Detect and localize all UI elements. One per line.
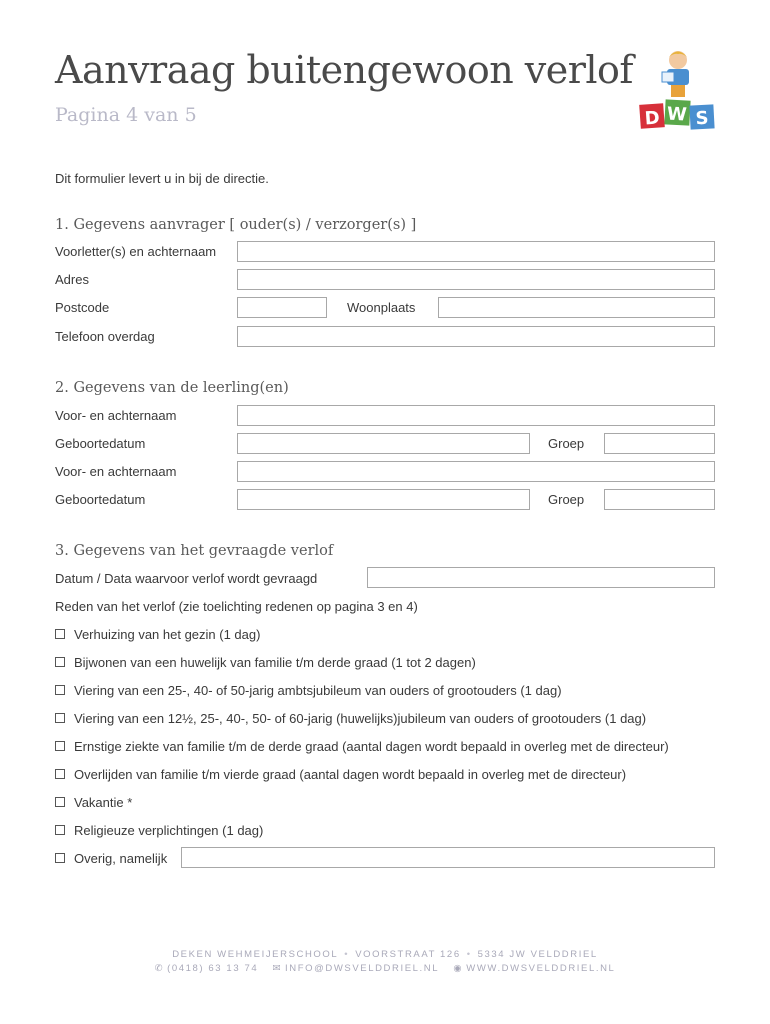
reason-option-illness: Ernstige ziekte van familie t/m de derde graad (aantal dagen wordt bepaald in overleg met de directeur) <box>74 739 669 754</box>
footer-email[interactable]: INFO@DWSVELDDRIEL.NL <box>285 963 440 974</box>
student1-birthdate-input[interactable] <box>237 433 530 454</box>
student2-birthdate-input[interactable] <box>237 489 530 510</box>
reason-option-work-jubilee: Viering van een 25-, 40- of 50-jarig ambtsjubileum van ouders of grootouders (1 dag) <box>74 683 562 698</box>
student2-group-input[interactable] <box>604 489 715 510</box>
footer-contact <box>0 963 770 974</box>
mail-icon: ✉ <box>272 963 283 974</box>
intro-text: Dit formulier levert u in bij de directie. <box>55 171 269 186</box>
phone-icon: ✆ <box>154 963 165 974</box>
leave-dates-label: Datum / Data waarvoor verlof wordt gevraagd <box>55 571 318 586</box>
logo-books-stack <box>671 85 685 97</box>
address-label: Adres <box>55 272 89 287</box>
student1-name-input[interactable] <box>237 405 715 426</box>
postcode-label: Postcode <box>55 300 110 315</box>
section1-title: 1. Gegevens aanvrager [ ouder(s) / verzorger(s) ] <box>55 217 417 233</box>
student1-name-label: Voor- en achternaam <box>55 408 177 423</box>
student2-name-label: Voor- en achternaam <box>55 464 177 479</box>
reason-checkbox-vacation[interactable] <box>55 797 65 807</box>
page-title: Aanvraag buitengewoon verlof <box>55 48 633 92</box>
reason-checkbox-religious[interactable] <box>55 825 65 835</box>
reason-option-marriage-jubilee: Viering van een 12½, 25-, 40-, 50- of 60-jarig (huwelijks)jubileum van ouders of grootouders (1 dag) <box>74 711 647 726</box>
leave-reason-label: Reden van het verlof (zie toelichting redenen op pagina 3 en 4) <box>55 599 418 614</box>
footer-separator: • <box>344 949 350 960</box>
reason-checkbox-illness[interactable] <box>55 741 65 751</box>
section3-title: 3. Gegevens van het gevraagde verlof <box>55 543 334 559</box>
logo-letter-s: S <box>695 107 710 130</box>
footer-school: DEKEN WEHMEIJERSCHOOL <box>172 949 339 960</box>
reason-option-moving: Verhuizing van het gezin (1 dag) <box>74 627 261 642</box>
student2-birthdate-label: Geboortedatum <box>55 492 146 507</box>
student2-group-label: Groep <box>548 492 585 507</box>
globe-icon: ◉ <box>453 963 464 974</box>
student1-group-label: Groep <box>548 436 585 451</box>
parent-name-input[interactable] <box>237 241 715 262</box>
address-input[interactable] <box>237 269 715 290</box>
phone-input[interactable] <box>237 326 715 347</box>
postcode-input[interactable] <box>237 297 327 318</box>
leave-dates-input[interactable] <box>367 567 715 588</box>
page-subtitle: Pagina 4 van 5 <box>55 104 197 126</box>
footer-address <box>0 949 770 960</box>
logo-letter-d: D <box>643 107 661 130</box>
student1-birthdate-label: Geboortedatum <box>55 436 146 451</box>
footer-separator: • <box>466 949 472 960</box>
footer-city: 5334 JW VELDDRIEL <box>477 949 598 960</box>
reason-checkbox-marriage-jubilee[interactable] <box>55 713 65 723</box>
reason-option-religious: Religieuze verplichtingen (1 dag) <box>74 823 264 838</box>
footer-street: VOORSTRAAT 126 <box>355 949 461 960</box>
city-label: Woonplaats <box>347 300 416 315</box>
footer-phone: (0418) 63 13 74 <box>167 963 259 974</box>
student2-name-input[interactable] <box>237 461 715 482</box>
reason-option-other: Overig, namelijk <box>74 851 168 866</box>
student1-group-input[interactable] <box>604 433 715 454</box>
logo-blocks <box>639 99 714 129</box>
section2-title: 2. Gegevens van de leerling(en) <box>55 380 289 396</box>
city-input[interactable] <box>438 297 715 318</box>
reason-option-death: Overlijden van familie t/m vierde graad (aantal dagen wordt bepaald in overleg met de directeur) <box>74 767 627 782</box>
reason-checkbox-death[interactable] <box>55 769 65 779</box>
reason-checkbox-work-jubilee[interactable] <box>55 685 65 695</box>
school-logo <box>638 48 716 132</box>
reason-checkbox-other[interactable] <box>55 853 65 863</box>
logo-book <box>662 72 674 82</box>
logo-letter-w: W <box>666 103 688 126</box>
parent-name-label: Voorletter(s) en achternaam <box>55 244 217 259</box>
footer-website[interactable]: WWW.DWSVELDDRIEL.NL <box>466 963 616 974</box>
reason-option-wedding: Bijwonen van een huwelijk van familie t/m derde graad (1 tot 2 dagen) <box>74 655 476 670</box>
reason-checkbox-moving[interactable] <box>55 629 65 639</box>
phone-label: Telefoon overdag <box>55 329 155 344</box>
reason-option-vacation: Vakantie * <box>74 795 133 810</box>
reason-other-input[interactable] <box>181 847 715 868</box>
reason-checkbox-wedding[interactable] <box>55 657 65 667</box>
